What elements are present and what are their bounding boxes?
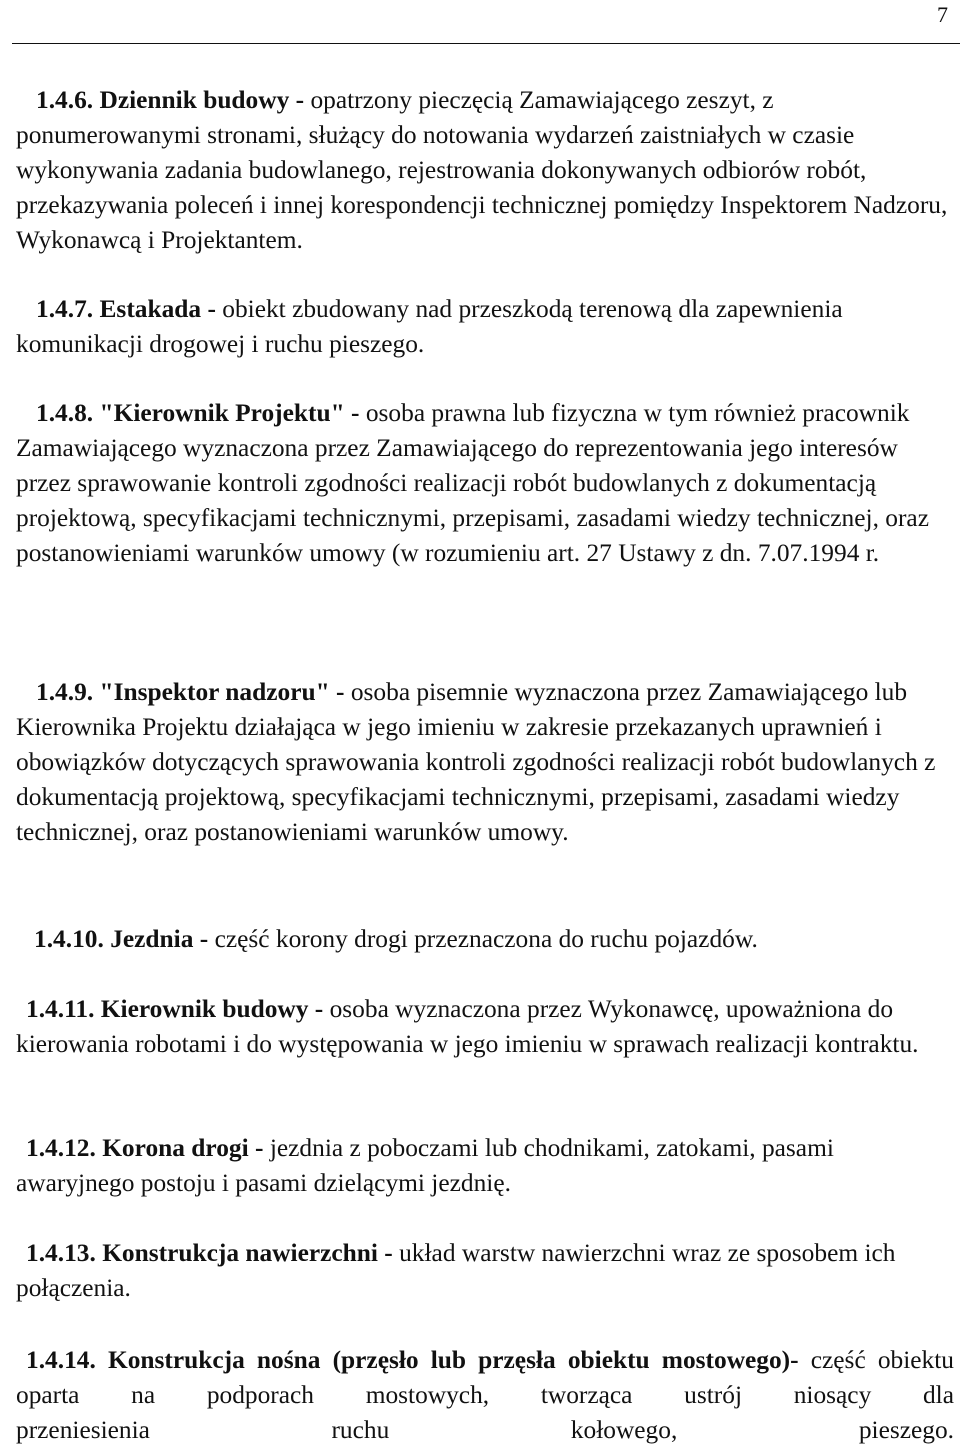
- definition-number: 1.4.6.: [36, 86, 94, 114]
- definition-number: 1.4.13.: [26, 1239, 96, 1267]
- definition-term: Estakada -: [99, 295, 216, 323]
- definition-text: osoba prawna lub fizyczna w tym również pracownik Zamawiającego wyznaczona przez Zamawiającego do reprezentowania jego interesów przez sprawowanie kontroli zgodności realizacji robót budowlanych z dokumentacją projektową, specyfikacjami technicznymi, przepisami, zasadami wiedzy technicznej, oraz postanowieniami warunków umowy (w rozumieniu art. 27 Ustawy z dn. 7.07.1994 r.: [16, 399, 929, 567]
- definition-term: Kierownik budowy -: [100, 995, 324, 1023]
- definition-1-4-9: [16, 675, 954, 850]
- definition-term: Dziennik budowy -: [99, 86, 305, 114]
- definition-term: "Inspektor nadzoru" -: [99, 678, 345, 706]
- definition-number: 1.4.11.: [26, 995, 95, 1023]
- page-number: 7: [937, 2, 948, 27]
- definition-1-4-12: [16, 1131, 954, 1201]
- definition-1-4-11: [16, 992, 954, 1062]
- definition-text: opatrzony pieczęcią Zamawiającego zeszyt, z ponumerowanymi stronami, służący do notowania wydarzeń zaistniałych w czasie wykonywania zadania budowlanego, rejestrowania dokonywanych odbiorów robót, przekazywania poleceń i innej korespondencji technicznej pomiędzy Inspektorem Nadzoru, Wykonawcą i Projektantem.: [16, 86, 948, 254]
- definition-1-4-6: [16, 83, 954, 258]
- definition-text: układ warstw nawierzchni wraz ze sposobem ich połączenia.: [16, 1239, 896, 1302]
- header-rule: [12, 43, 960, 44]
- definition-number: 1.4.9.: [36, 678, 94, 706]
- definition-1-4-14: [16, 1343, 954, 1448]
- definition-text: osoba wyznaczona przez Wykonawcę, upoważniona do kierowania robotami i do występowania w jego imieniu w sprawach realizacji kontraktu.: [16, 995, 919, 1058]
- definition-term: Konstrukcja nośna (przęsło lub przęsła obiektu mostowego)-: [107, 1346, 799, 1374]
- definition-number: 1.4.10.: [34, 925, 104, 953]
- definition-text: osoba pisemnie wyznaczona przez Zamawiającego lub Kierownika Projektu działająca w jego imieniu w zakresie przekazanych uprawnień i obowiązków dotyczących sprawowania kontroli zgodności realizacji robót budowlanych z dokumentacją projektową, specyfikacjami technicznymi, przepisami, zasadami wiedzy technicznej, oraz postanowieniami warunków umowy.: [16, 678, 936, 846]
- definition-term: Konstrukcja nawierzchni -: [102, 1239, 393, 1267]
- definition-number: 1.4.12.: [26, 1134, 96, 1162]
- definition-1-4-13: [16, 1236, 954, 1306]
- definition-text: obiekt zbudowany nad przeszkodą terenową dla zapewnienia komunikacji drogowej i ruchu pieszego.: [16, 295, 843, 358]
- definition-text: jezdnia z poboczami lub chodnikami, zatokami, pasami awaryjnego postoju i pasami dzielącymi jezdnię.: [16, 1134, 834, 1197]
- definition-number: 1.4.8.: [36, 399, 94, 427]
- definition-text: część korony drogi przeznaczona do ruchu pojazdów.: [208, 925, 758, 953]
- definition-term: Korona drogi -: [102, 1134, 264, 1162]
- definition-1-4-10: [16, 922, 954, 957]
- definition-number: 1.4.14.: [26, 1346, 96, 1374]
- definition-term: "Kierownik Projektu" -: [99, 399, 360, 427]
- definition-term: Jezdnia -: [110, 925, 209, 953]
- definition-number: 1.4.7.: [36, 295, 94, 323]
- definition-1-4-7: [16, 292, 954, 362]
- definition-text-last-line: przeniesienia ruchu kołowego, pieszego.: [16, 1416, 954, 1444]
- definition-text: część obiektu oparta na podporach mostowych, tworząca ustrój niosący dla: [16, 1346, 954, 1409]
- definition-1-4-8: [16, 396, 954, 571]
